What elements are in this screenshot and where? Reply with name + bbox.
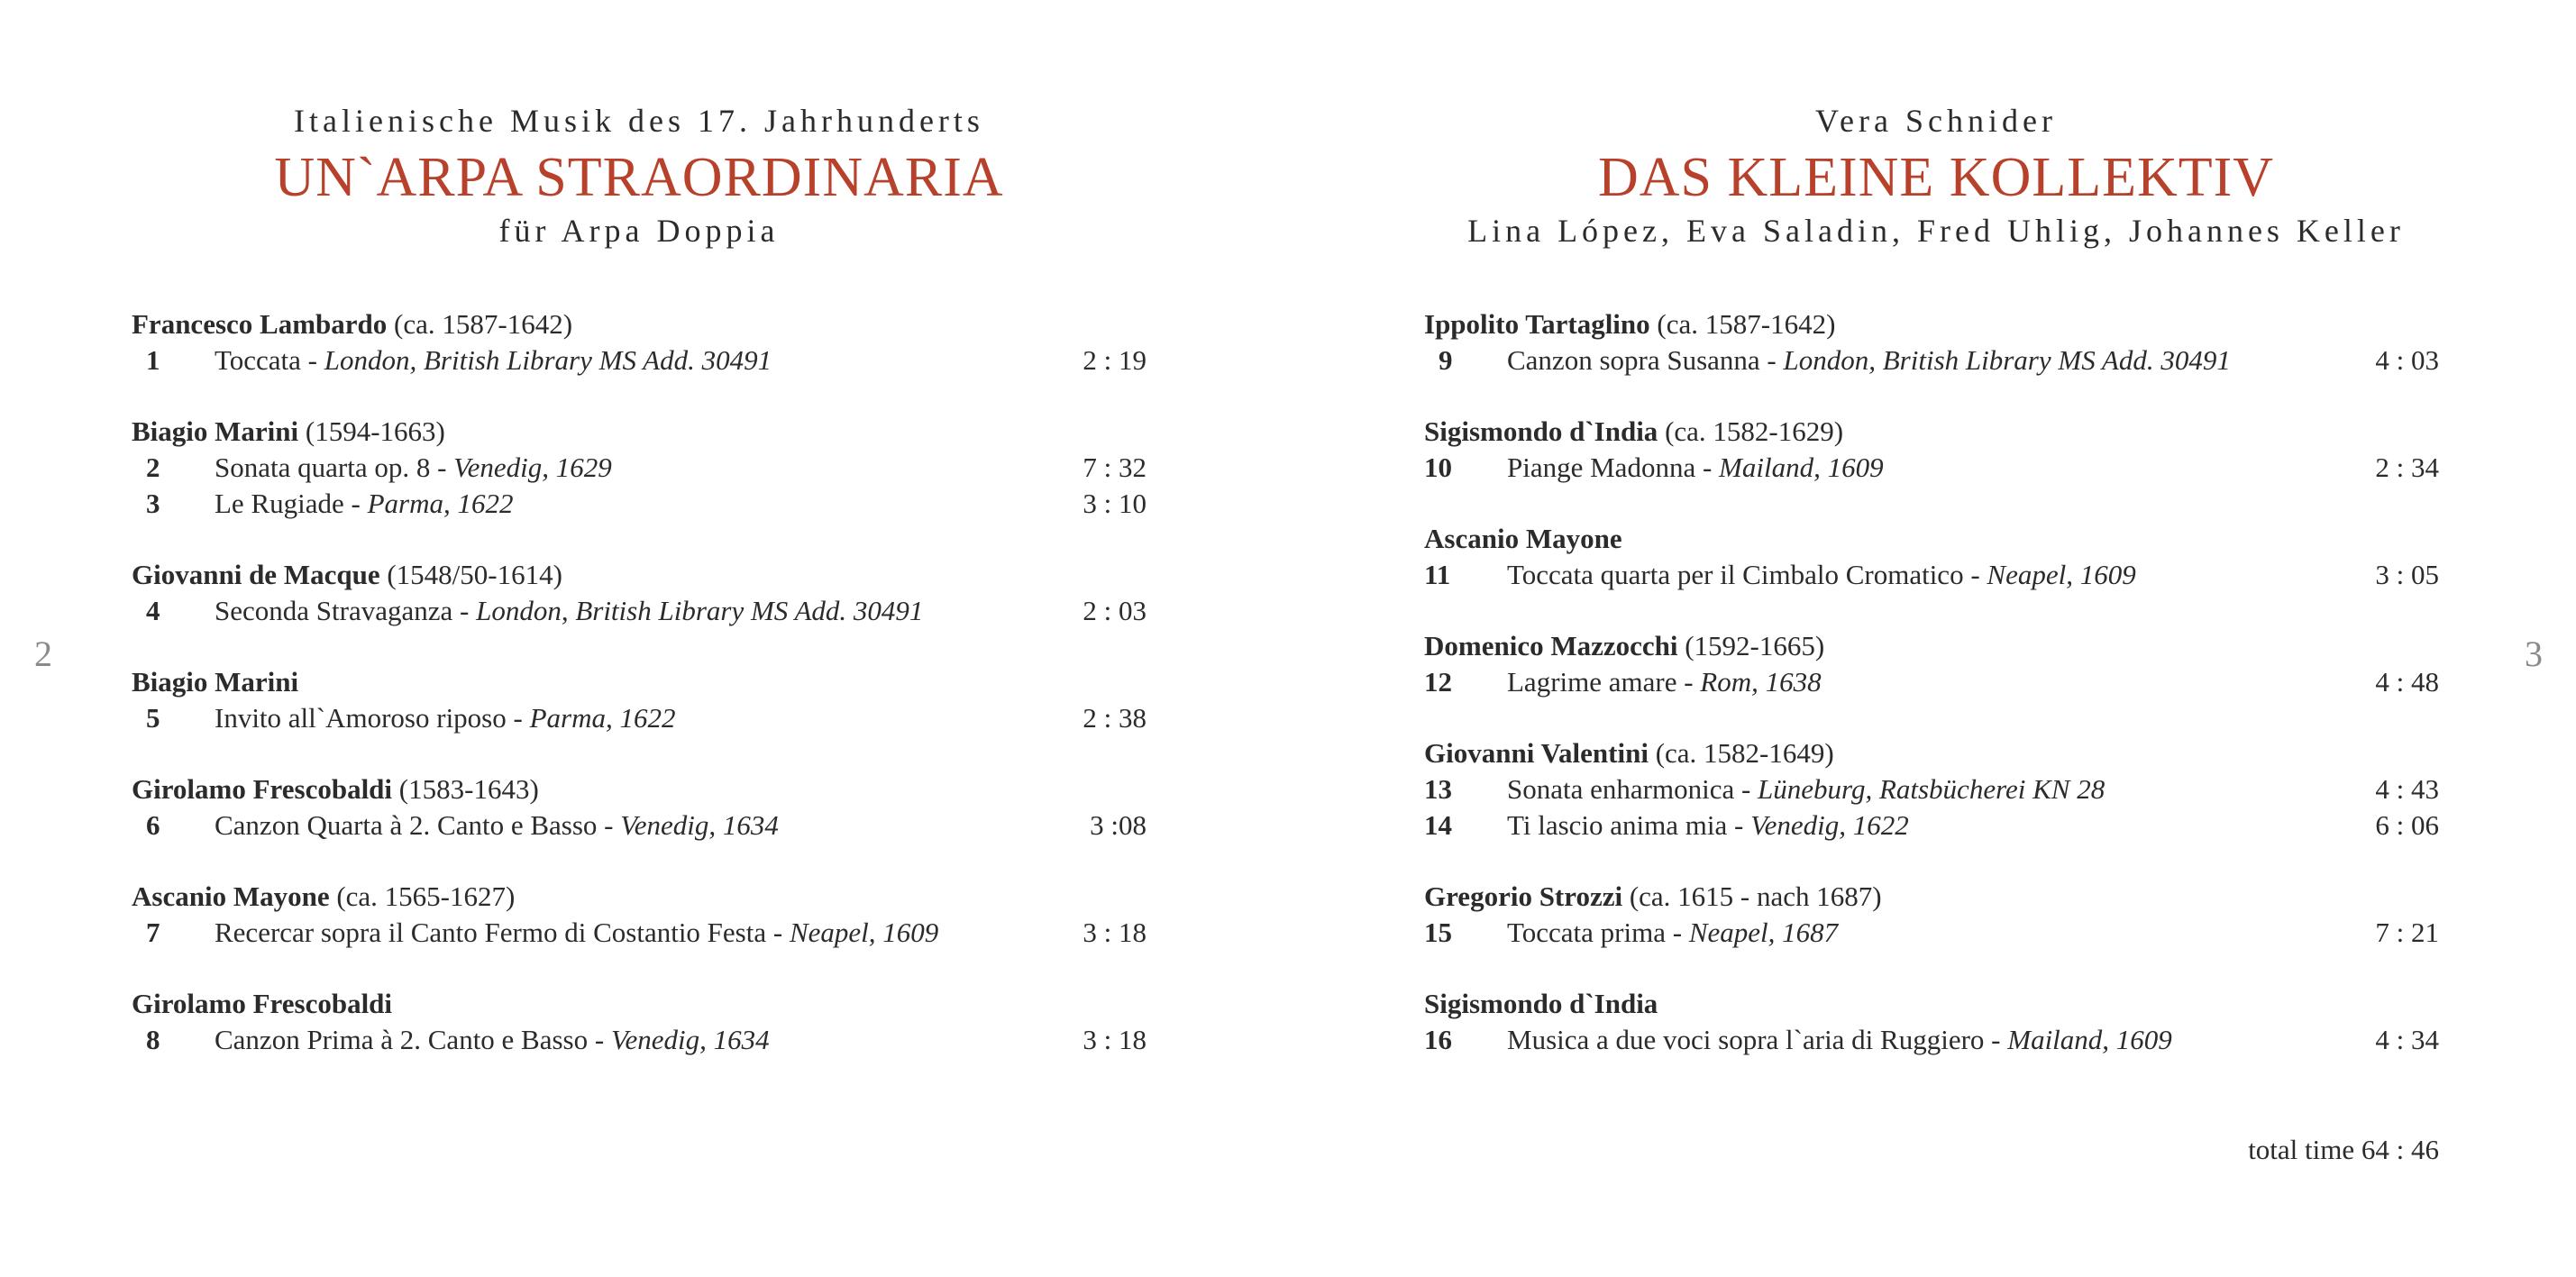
track-title: Toccata prima - <box>1507 917 1689 948</box>
composer-group <box>1424 628 2439 700</box>
track-duration: 2 : 38 <box>1082 702 1146 734</box>
track-row <box>132 450 1146 486</box>
track-duration: 7 : 21 <box>2375 917 2439 948</box>
page-number: 3 <box>2525 634 2543 674</box>
track-duration: 3 : 18 <box>1082 1024 1146 1055</box>
composer-line <box>1424 628 2439 664</box>
track-number: 5 <box>146 702 160 734</box>
composer-dates: (1583-1643) <box>392 773 539 805</box>
track-row <box>132 915 1146 951</box>
track-source: Lüneburg, Ratsbücherei KN 28 <box>1758 773 2106 805</box>
track-description <box>215 486 1020 522</box>
track-row <box>1424 664 2439 700</box>
composer-line <box>1424 521 2439 557</box>
composer-name: Biagio Marini <box>132 666 299 698</box>
track-title: Canzon sopra Susanna - <box>1507 344 1784 376</box>
track-title: Sonata enharmonica - <box>1507 773 1758 805</box>
track-row <box>1424 342 2439 379</box>
composer-group <box>132 986 1146 1058</box>
track-source: Mailand, 1609 <box>2007 1024 2172 1055</box>
composer-group <box>132 557 1146 629</box>
composer-name: Girolamo Frescobaldi <box>132 773 393 805</box>
track-row <box>132 1022 1146 1058</box>
track-description <box>215 1022 1020 1058</box>
composer-name: Ascanio Mayone <box>1424 523 1622 554</box>
track-duration: 2 : 19 <box>1082 344 1146 376</box>
composer-line <box>132 557 1146 593</box>
track-row <box>1424 807 2439 844</box>
composer-line <box>132 664 1146 700</box>
track-number: 11 <box>1424 559 1451 590</box>
right-header <box>1429 0 2444 251</box>
track-title: Piange Madonna - <box>1507 452 1720 483</box>
track-number: 3 <box>146 488 160 519</box>
composer-group <box>1424 306 2439 379</box>
track-duration: 3 :08 <box>1090 809 1146 841</box>
program-subtitle: für Arpa Doppia <box>498 213 780 249</box>
composer-line <box>1424 986 2439 1022</box>
track-number: 4 <box>146 595 160 626</box>
performer-name: Vera Schnider <box>1815 103 2057 139</box>
track-duration: 3 : 05 <box>2375 559 2439 590</box>
composer-group <box>132 306 1146 379</box>
track-title: Canzon Quarta à 2. Canto e Basso - <box>215 809 621 841</box>
track-duration: 4 : 34 <box>2375 1024 2439 1055</box>
program-title: UN`ARPA STRAORDINARIA <box>274 147 1004 208</box>
track-number: 13 <box>1424 773 1452 805</box>
track-duration: 4 : 43 <box>2375 773 2439 805</box>
composer-dates: (ca. 1582-1649) <box>1648 737 1834 769</box>
composer-dates: (ca. 1587-1642) <box>1649 308 1836 340</box>
track-source: London, British Library MS Add. 30491 <box>476 595 924 626</box>
composer-name: Ippolito Tartaglino <box>1424 308 1650 340</box>
track-number: 12 <box>1424 666 1452 698</box>
track-description <box>215 593 1020 629</box>
composer-group <box>132 771 1146 844</box>
track-row <box>132 700 1146 736</box>
track-number: 6 <box>146 809 160 841</box>
track-row <box>132 593 1146 629</box>
composer-name: Giovanni Valentini <box>1424 737 1649 769</box>
track-duration: 4 : 48 <box>2375 666 2439 698</box>
track-duration: 2 : 03 <box>1082 595 1146 626</box>
composer-name: Giovanni de Macque <box>132 559 380 590</box>
total-time: total time 64 : 46 <box>2248 1134 2439 1165</box>
composer-name: Girolamo Frescobaldi <box>132 988 393 1019</box>
composer-group <box>132 414 1146 522</box>
track-title: Ti lascio anima mia - <box>1507 809 1751 841</box>
composer-name: Francesco Lambardo <box>132 308 388 340</box>
track-description <box>1507 771 2313 807</box>
track-number: 8 <box>146 1024 160 1055</box>
left-header <box>132 0 1146 251</box>
track-row <box>1424 771 2439 807</box>
composer-dates: (1592-1665) <box>1677 630 1825 661</box>
track-number: 10 <box>1424 452 1452 483</box>
track-title: Recercar sopra il Canto Fermo di Costantio Festa - <box>215 917 790 948</box>
composer-name: Biagio Marini <box>132 415 299 447</box>
track-number: 7 <box>146 917 160 948</box>
track-duration: 4 : 03 <box>2375 344 2439 376</box>
composer-line <box>1424 414 2439 450</box>
composer-dates: (ca. 1615 - nach 1687) <box>1622 880 1882 912</box>
track-duration: 2 : 34 <box>2375 452 2439 483</box>
composer-line <box>132 306 1146 342</box>
track-title: Le Rugiade - <box>215 488 368 519</box>
ensemble-title: DAS KLEINE KOLLEKTIV <box>1597 147 2275 208</box>
track-number: 1 <box>146 344 160 376</box>
track-title: Musica a due voci sopra l`aria di Ruggiero - <box>1507 1024 2008 1055</box>
composer-line <box>132 414 1146 450</box>
track-source: London, British Library MS Add. 30491 <box>324 344 772 376</box>
composer-group <box>1424 414 2439 486</box>
track-source: Mailand, 1609 <box>1719 452 1884 483</box>
track-row <box>1424 915 2439 951</box>
track-title: Toccata - <box>215 344 324 376</box>
track-source: Neapel, 1687 <box>1688 917 1839 948</box>
composer-name: Ascanio Mayone <box>132 880 330 912</box>
track-description <box>1507 807 2313 844</box>
composer-group <box>1424 735 2439 844</box>
track-description <box>215 450 1020 486</box>
track-title: Seconda Stravaganza - <box>215 595 477 626</box>
composer-group <box>1424 879 2439 951</box>
track-number: 16 <box>1424 1024 1452 1055</box>
track-duration: 3 : 18 <box>1082 917 1146 948</box>
track-source: Rom, 1638 <box>1700 666 1822 698</box>
composer-name: Domenico Mazzocchi <box>1424 630 1678 661</box>
track-description <box>215 342 1020 379</box>
track-source: Parma, 1622 <box>529 702 676 734</box>
right-page <box>1288 0 2576 1277</box>
composer-line <box>1424 735 2439 771</box>
track-description <box>215 807 1020 844</box>
composer-line <box>132 986 1146 1022</box>
track-row <box>1424 450 2439 486</box>
track-duration: 3 : 10 <box>1082 488 1146 519</box>
track-number: 14 <box>1424 809 1452 841</box>
track-source: Neapel, 1609 <box>789 917 939 948</box>
track-row <box>132 807 1146 844</box>
composer-name: Sigismondo d`India <box>1424 988 1658 1019</box>
page-number: 2 <box>34 634 52 674</box>
composer-line <box>132 879 1146 915</box>
track-source: Venedig, 1634 <box>620 809 779 841</box>
composer-name: Sigismondo d`India <box>1424 415 1658 447</box>
track-description <box>1507 342 2313 379</box>
composer-name: Gregorio Strozzi <box>1424 880 1623 912</box>
track-source: Venedig, 1629 <box>453 452 612 483</box>
track-number: 2 <box>146 452 160 483</box>
track-description <box>1507 1022 2313 1058</box>
composer-group <box>1424 521 2439 593</box>
composer-dates: (ca. 1587-1642) <box>387 308 573 340</box>
track-duration: 6 : 06 <box>2375 809 2439 841</box>
track-description <box>1507 557 2313 593</box>
track-row <box>1424 557 2439 593</box>
track-title: Sonata quarta op. 8 - <box>215 452 454 483</box>
composer-line <box>1424 306 2439 342</box>
composer-dates: (ca. 1582-1629) <box>1658 415 1844 447</box>
composer-dates: (1548/50-1614) <box>379 559 562 590</box>
track-list <box>132 306 1146 1093</box>
composer-group <box>132 879 1146 951</box>
ensemble-members: Lina López, Eva Saladin, Fred Uhlig, Johannes Keller <box>1467 213 2405 249</box>
track-description <box>1507 915 2313 951</box>
track-number: 9 <box>1439 344 1453 376</box>
track-row <box>132 342 1146 379</box>
track-title: Lagrime amare - <box>1507 666 1701 698</box>
track-description <box>1507 450 2313 486</box>
track-source: Parma, 1622 <box>367 488 514 519</box>
track-title: Canzon Prima à 2. Canto e Basso - <box>215 1024 611 1055</box>
composer-dates: (ca. 1565-1627) <box>329 880 516 912</box>
composer-group <box>1424 986 2439 1058</box>
track-list <box>1424 306 2439 1093</box>
composer-line <box>132 771 1146 807</box>
composer-dates: (1594-1663) <box>298 415 445 447</box>
track-row <box>132 486 1146 522</box>
track-source: Venedig, 1634 <box>610 1024 770 1055</box>
composer-group <box>132 664 1146 736</box>
track-description <box>215 700 1020 736</box>
track-source: London, British Library MS Add. 30491 <box>1783 344 2231 376</box>
track-source: Neapel, 1609 <box>1987 559 2136 590</box>
composer-line <box>1424 879 2439 915</box>
track-description <box>1507 664 2313 700</box>
track-title: Invito all`Amoroso riposo - <box>215 702 530 734</box>
track-title: Toccata quarta per il Cimbalo Cromatico - <box>1507 559 1987 590</box>
track-description <box>215 915 1020 951</box>
track-number: 15 <box>1424 917 1452 948</box>
track-row <box>1424 1022 2439 1058</box>
track-duration: 7 : 32 <box>1082 452 1146 483</box>
program-kicker: Italienische Musik des 17. Jahrhunderts <box>294 103 984 139</box>
track-source: Venedig, 1622 <box>1750 809 1909 841</box>
